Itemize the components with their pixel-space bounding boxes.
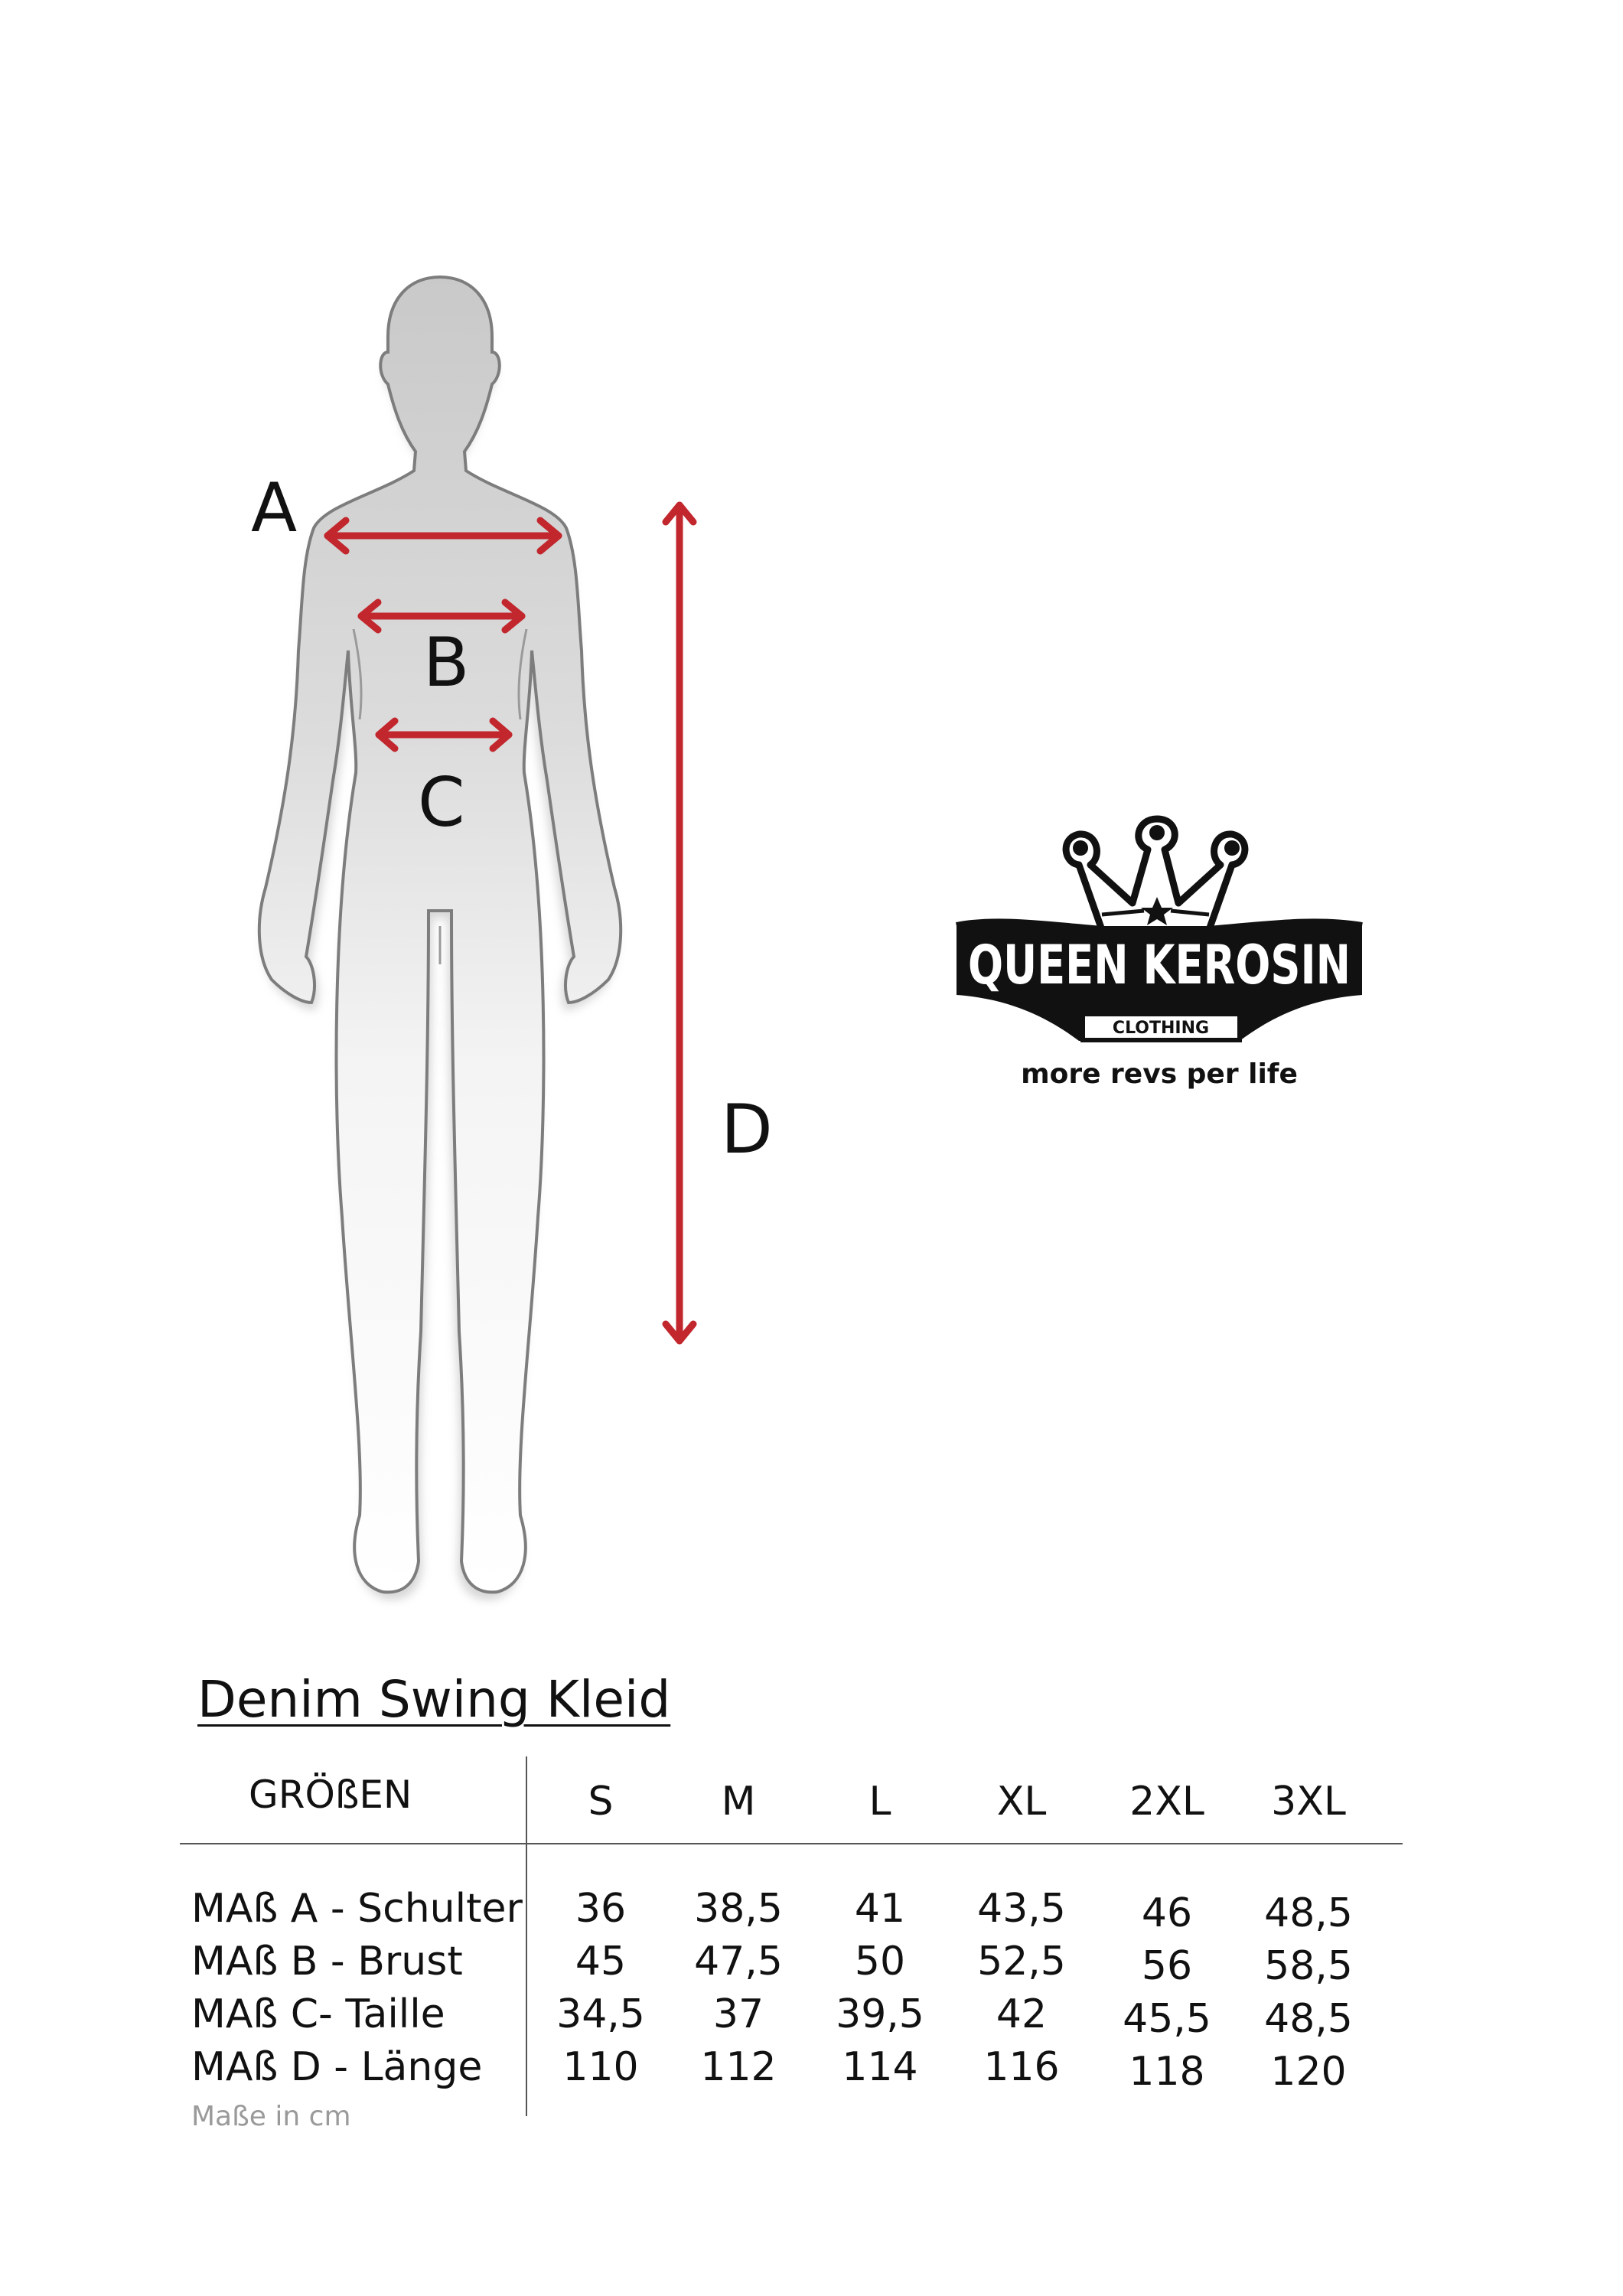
table-cell: 52,5 <box>977 1939 1066 1985</box>
row-label: MAß B - Brust <box>191 1939 463 1985</box>
table-cell: 48,5 <box>1264 1890 1353 1936</box>
label-c: C <box>418 763 465 842</box>
size-header: 2XL <box>1129 1779 1204 1825</box>
table-cell: 58,5 <box>1264 1943 1353 1989</box>
table-cell: 34,5 <box>556 1991 645 2037</box>
header-sizes-label: GRÖßEN <box>249 1773 412 1817</box>
table-cell: 41 <box>854 1886 906 1932</box>
logo-sub-text: CLOTHING <box>1112 1019 1210 1038</box>
size-header: S <box>588 1779 614 1825</box>
size-header: L <box>869 1779 891 1825</box>
body-silhouette <box>259 277 621 1600</box>
table-cell: 120 <box>1270 2049 1347 2095</box>
label-b: B <box>423 623 470 702</box>
table-cell: 43,5 <box>977 1886 1066 1932</box>
table-cell: 45 <box>575 1939 627 1985</box>
table-cell: 114 <box>842 2044 918 2090</box>
table-cell: 47,5 <box>694 1939 783 1985</box>
table-cell: 37 <box>712 1991 764 2037</box>
label-d: D <box>721 1090 773 1169</box>
table-cell: 48,5 <box>1264 1996 1353 2042</box>
table-header-divider <box>180 1843 1403 1844</box>
row-label: MAß D - Länge <box>191 2044 483 2090</box>
size-header: M <box>721 1779 756 1825</box>
table-cell: 39,5 <box>836 1991 924 2037</box>
table-cell: 46 <box>1141 1890 1193 1936</box>
table-cell: 110 <box>562 2044 639 2090</box>
table-cell: 45,5 <box>1123 1996 1211 2042</box>
table-cell: 36 <box>575 1886 627 1932</box>
units-note: Maße in cm <box>191 2101 351 2132</box>
table-cell: 118 <box>1129 2049 1205 2095</box>
size-header: XL <box>996 1779 1047 1825</box>
table-title: Denim Swing Kleid <box>197 1670 671 1729</box>
size-header: 3XL <box>1271 1779 1346 1825</box>
row-label: MAß C- Taille <box>191 1991 445 2037</box>
table-cell: 42 <box>996 1991 1048 2037</box>
logo-brand-text: QUEEN KEROSIN <box>968 934 1351 996</box>
table-cell: 38,5 <box>694 1886 783 1932</box>
logo-tagline: more revs per life <box>1021 1058 1298 1090</box>
table-cell: 56 <box>1141 1943 1193 1989</box>
table-cell: 116 <box>983 2044 1060 2090</box>
label-a: A <box>251 468 298 547</box>
row-label: MAß A - Schulter <box>191 1886 523 1932</box>
table-cell: 112 <box>700 2044 777 2090</box>
brand-logo <box>949 796 1377 1102</box>
table-cell: 50 <box>854 1939 906 1985</box>
